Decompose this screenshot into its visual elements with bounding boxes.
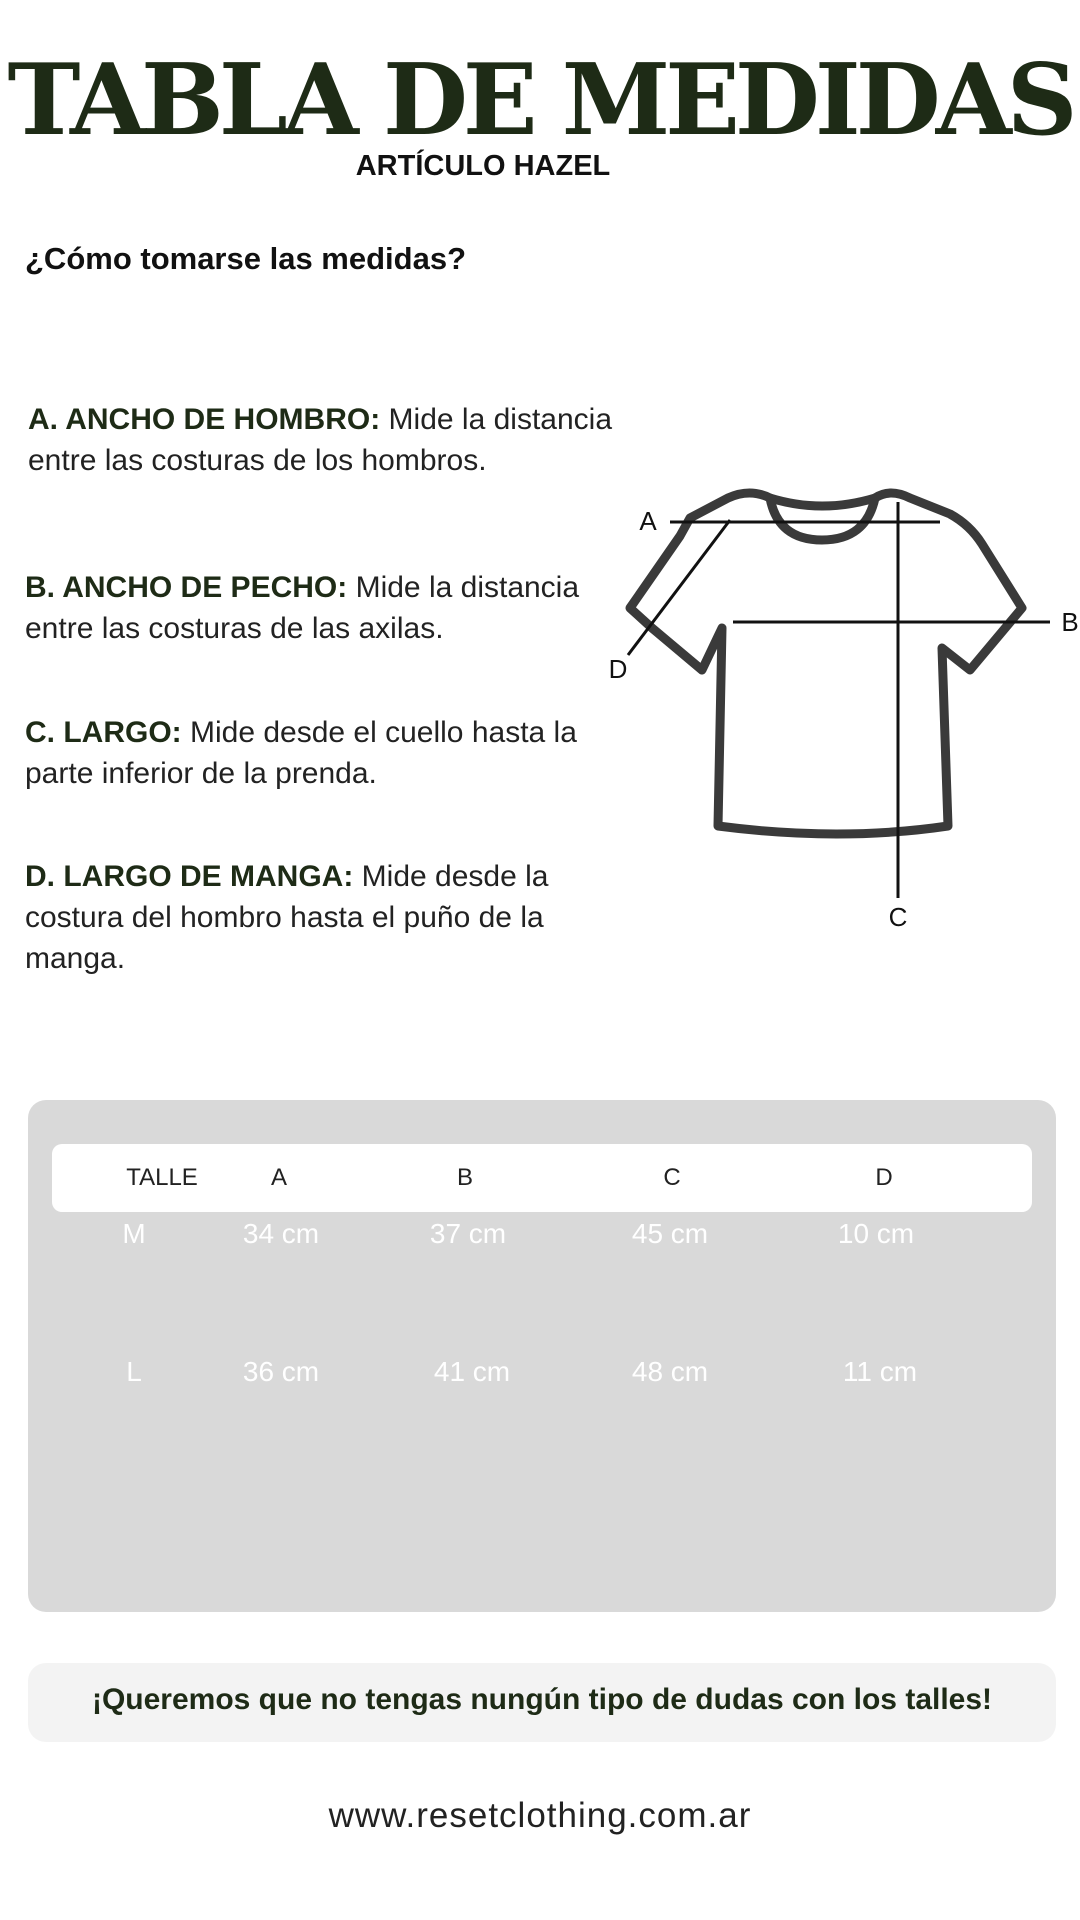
- notice-banner: [28, 1663, 1056, 1742]
- diagram-label-d: D: [608, 654, 628, 684]
- measure-c-text: Mide desde el cuello hasta la parte inferior de la prenda.: [25, 716, 577, 790]
- measure-c-description: [25, 712, 615, 794]
- row-l-a: 36 cm: [242, 1356, 320, 1387]
- measure-a-text: Mide la distancia entre las costuras de los hombros.: [28, 403, 613, 477]
- row-m-size: M: [122, 1218, 146, 1249]
- diagram-label-a: A: [639, 506, 657, 536]
- header-cell-c: C: [663, 1164, 681, 1191]
- row-l-d: 11 cm: [842, 1356, 918, 1387]
- row-l-b: 41 cm: [433, 1356, 511, 1387]
- page-title: TABLA DE MEDIDAS: [7, 43, 1073, 158]
- header-cell-talle: TALLE: [126, 1164, 198, 1191]
- row-l-c: 48 cm: [631, 1356, 709, 1387]
- measure-b-text: Mide la distancia entre las costuras de las axilas.: [25, 571, 580, 645]
- header-cell-a: A: [270, 1164, 288, 1191]
- diagram-label-b: B: [1061, 607, 1079, 637]
- row-m-a: 34 cm: [242, 1218, 320, 1249]
- header-cell-d: D: [875, 1164, 893, 1191]
- header-cell-b: B: [456, 1164, 474, 1191]
- measure-c-label: C. LARGO:: [25, 716, 182, 749]
- table-row: [28, 1210, 1056, 1260]
- diagram-label-c: C: [888, 902, 908, 930]
- row-m-c: 45 cm: [631, 1218, 709, 1249]
- measure-d-label: D. LARGO DE MANGA:: [25, 860, 354, 893]
- row-l-size: L: [126, 1356, 142, 1387]
- row-m-b: 37 cm: [429, 1218, 507, 1249]
- tshirt-diagram: [590, 480, 1080, 930]
- measure-question: ¿Cómo tomarse las medidas?: [25, 241, 467, 276]
- measure-b-label: B. ANCHO DE PECHO:: [25, 571, 348, 604]
- notice-text: ¡Queremos que no tengas nungún tipo de dudas con los talles!: [91, 1683, 993, 1716]
- table-row: [28, 1348, 1056, 1398]
- article-subtitle: ARTÍCULO HAZEL: [355, 150, 611, 182]
- measure-a-label: A. ANCHO DE HOMBRO:: [28, 403, 381, 436]
- measure-d-description: [25, 856, 615, 979]
- website-link[interactable]: www.resetclothing.com.ar: [328, 1796, 752, 1835]
- size-table-header: [52, 1144, 1032, 1212]
- measure-b-description: [25, 567, 615, 649]
- row-m-d: 10 cm: [837, 1218, 915, 1249]
- measure-a-description: [28, 399, 618, 481]
- measure-d-text: Mide desde la costura del hombro hasta el puño de la manga.: [25, 860, 549, 975]
